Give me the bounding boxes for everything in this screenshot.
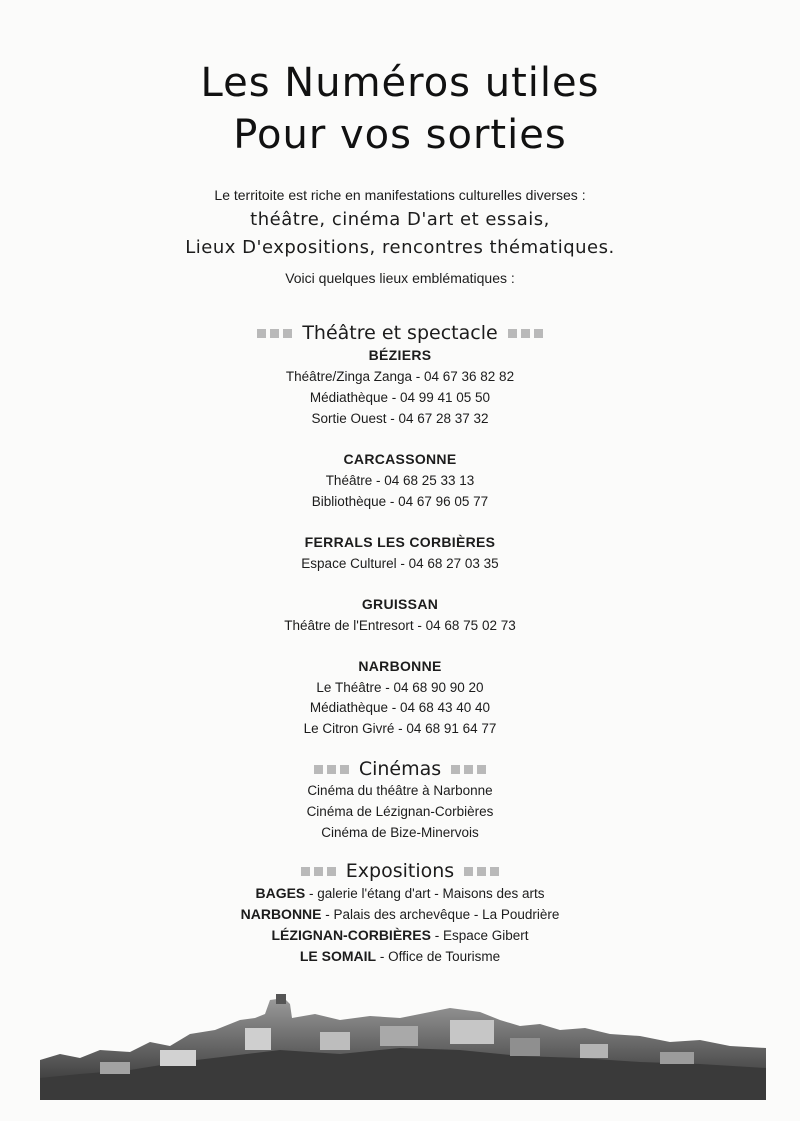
exposition-place: NARBONNE [240,906,322,922]
intro-text-4: Voici quelques lieux emblématiques : [285,270,515,286]
section-title-theatre: Théâtre et spectacle [302,322,498,344]
listing-line: Cinéma de Bize-Minervois [321,825,479,840]
section-heading-cinemas [0,758,800,780]
decor-squares-left [314,765,349,774]
exposition-place: BAGES [255,885,306,901]
listing-line: Espace Culturel - 04 68 27 03 35 [301,556,499,571]
page-title-line-2: Pour vos sorties [233,112,567,158]
city-narbonne: NARBONNE [358,658,442,674]
page-title-line-1: Les Numéros utiles [200,60,600,106]
section-title-expositions: Expositions [345,860,455,882]
village-photo [40,990,766,1100]
listing-line: Théâtre - 04 68 25 33 13 [325,473,475,488]
city-beziers: BÉZIERS [368,347,432,363]
exposition-line [0,885,800,901]
listing-line: Le Théâtre - 04 68 90 90 20 [316,680,484,695]
listing-line: Médiathèque - 04 99 41 05 50 [309,390,491,405]
listing-line: Sortie Ouest - 04 67 28 37 32 [311,411,489,426]
section-heading-theatre [0,322,800,344]
intro-text-1: Le territoite est riche en manifestations culturelles diverses : [214,187,586,203]
decor-squares-left [301,867,336,876]
listing-line: Cinéma de Lézignan-Corbières [306,804,494,819]
listing-line: Le Citron Givré - 04 68 91 64 77 [303,721,497,736]
listing-line: Cinéma du théâtre à Narbonne [307,783,493,798]
section-heading-expositions [0,860,800,882]
decor-squares-left [257,329,292,338]
exposition-detail: - Palais des archevêque - La Poudrière [321,907,560,922]
exposition-line [0,927,800,943]
exposition-place: LE SOMAIL [299,948,377,964]
exposition-place: LÉZIGNAN-CORBIÈRES [271,927,431,943]
section-title-cinemas: Cinémas [358,758,442,780]
exposition-line [0,948,800,964]
city-ferrals: FERRALS LES CORBIÈRES [304,534,496,550]
intro-text-3: Lieux D'expositions, rencontres thématiques. [185,237,615,258]
city-carcassonne: CARCASSONNE [343,451,457,467]
listing-line: Bibliothèque - 04 67 96 05 77 [311,494,489,509]
exposition-detail: - galerie l'étang d'art - Maisons des arts [305,886,545,901]
intro-text-2: théâtre, cinéma D'art et essais, [250,209,550,230]
listing-line: Théâtre/Zinga Zanga - 04 67 36 82 82 [285,369,515,384]
city-gruissan: GRUISSAN [361,596,439,612]
listing-line: Théâtre de l'Entresort - 04 68 75 02 73 [284,618,516,633]
decor-squares-right [464,867,499,876]
exposition-line [0,906,800,922]
decor-squares-right [508,329,543,338]
decor-squares-right [451,765,486,774]
listing-line: Médiathèque - 04 68 43 40 40 [309,700,491,715]
exposition-detail: - Espace Gibert [430,928,529,943]
exposition-detail: - Office de Tourisme [376,949,501,964]
